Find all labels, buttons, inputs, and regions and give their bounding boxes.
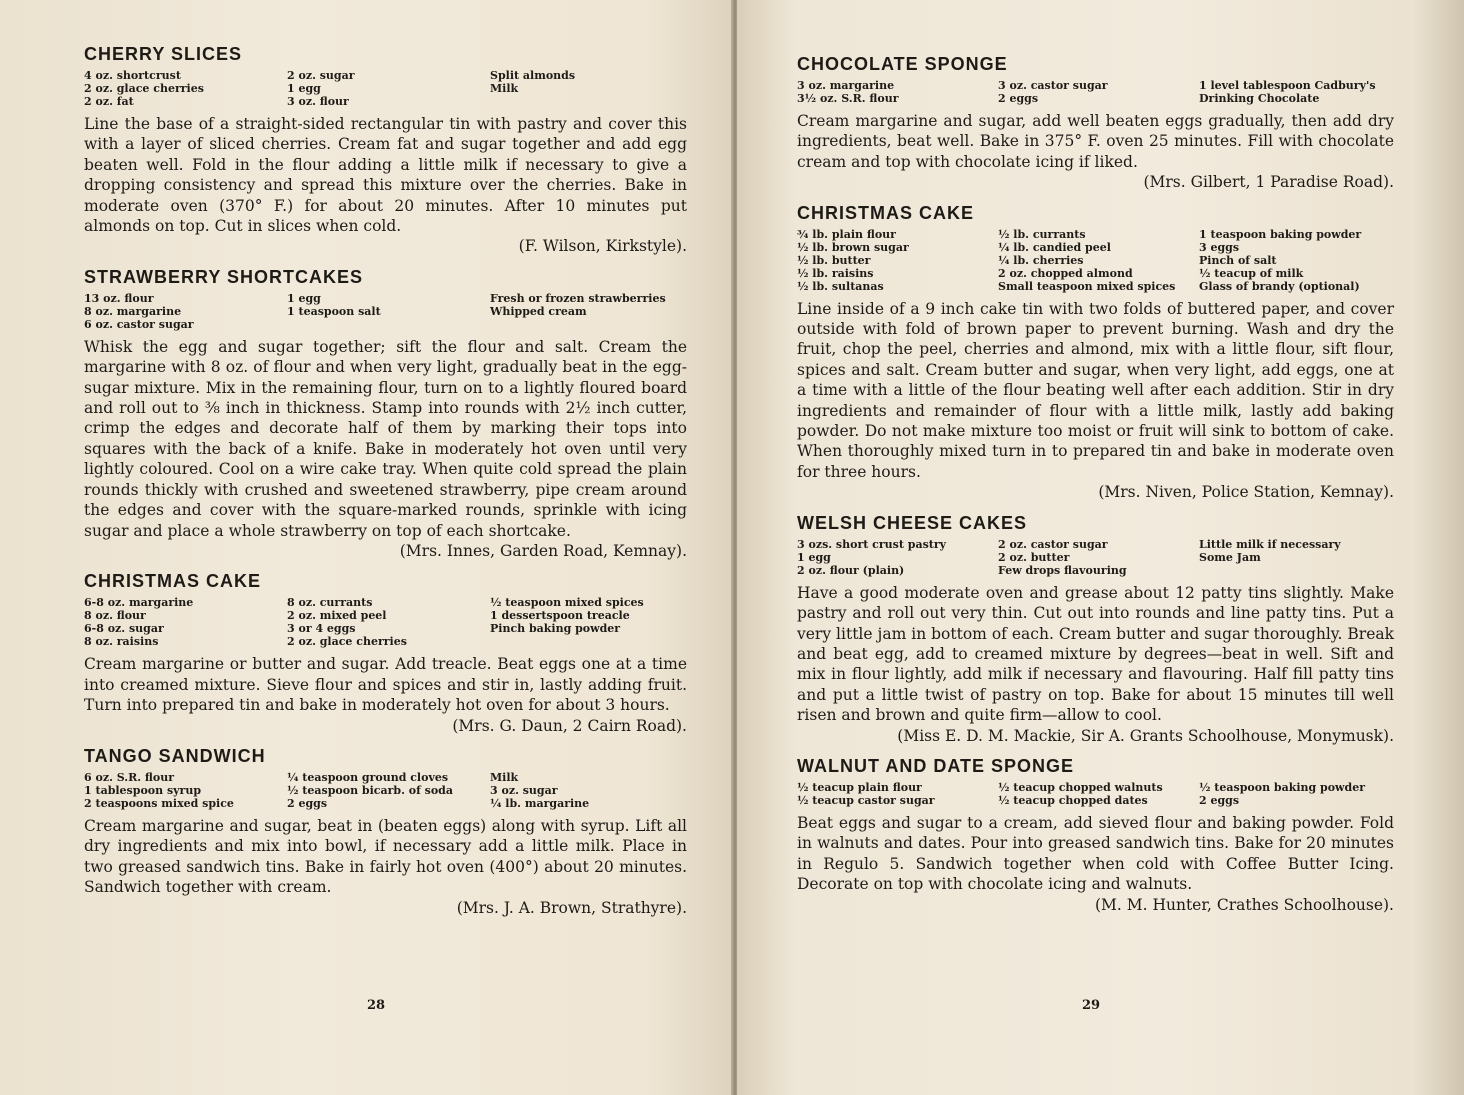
ingredient: 1 dessertspoon treacle: [490, 609, 630, 623]
ingredient: 1 level tablespoon Cadbury's: [1199, 79, 1376, 92]
recipe-method: Cream margarine and sugar, beat in (beaten eggs) along with syrup. Lift all dry ingredients and mix into bowl, if necessary add a little milk. Place in two greased sandwich tins. Bake in fairly hot oven (400°) about 20 minutes. Sandwich together with cream.: [84, 816, 687, 897]
ingredient: 2 oz. mixed peel: [287, 609, 387, 623]
ingredient: ½ teacup chopped dates: [998, 793, 1148, 807]
ingredient: ¼ teaspoon ground cloves: [287, 770, 449, 784]
ingredient-list: [797, 781, 1394, 807]
ingredient: 8 oz. margarine: [84, 304, 182, 318]
recipe-method: Cream margarine or butter and sugar. Add treacle. Beat eggs one at a time into creamed mixture. Sieve flour and spices and stir in, lastly adding fruit. Turn into prepared tin and bake in moderately hot oven for about 3 hours.: [84, 655, 687, 715]
ingredient: Few drops flavouring: [998, 563, 1127, 577]
recipe-credit: (Mrs. J. A. Brown, Strathyre).: [456, 898, 687, 917]
ingredient: ½ teacup castor sugar: [797, 793, 935, 807]
ingredient-list: [797, 79, 1394, 105]
ingredient: 2 oz. butter: [998, 550, 1070, 564]
ingredient: 3 oz. sugar: [490, 783, 558, 797]
ingredient: 6 oz. castor sugar: [84, 317, 194, 331]
recipe-method: Whisk the egg and sugar together; sift the flour and salt. Cream the margarine with 8 oz. of flour and when very light, gradually beat in the egg-sugar mixture. Mix in the remaining flour, turn on to a lightly floured board and roll out to ⅜ inch in thickness. Stamp into rounds with 2½ inch cutter, crimp the edges and decorate half of them by marking their tops into squares with the back of a knife. Bake in moderately hot oven until very lightly coloured. Cool on a wire cake tray. When quite cold spread the plain rounds thickly with crushed and sweetened strawberry, pipe cream around the edges and cover with the square-marked rounds, sprinkle with icing sugar and place a whole strawberry on top of each shortcake.: [84, 337, 687, 540]
ingredient: [490, 635, 687, 648]
page-number: 29: [1082, 998, 1101, 1013]
ingredient: 6 oz. S.R. flour: [84, 770, 175, 784]
page-number: 28: [367, 998, 386, 1013]
recipe-credit: (Mrs. Niven, Police Station, Kemnay).: [1098, 483, 1394, 502]
recipe-credit: (Mrs. Innes, Garden Road, Kemnay).: [399, 541, 687, 560]
recipe-method: Have a good moderate oven and grease about 12 patty tins slightly. Make pastry and roll out very thin. Cut out into rounds and line patty tins. Put a very little jam in bottom of each. Cream butter and sugar thoroughly. Break and beat egg, add to creamed mixture by degrees—beat in well. Sift and mix in flour lightly, add milk if necessary and flavouring. Half fill patty tins and put a little twist of pastry on top. Bake for about 15 minutes till well risen and brown and quite firm—allow to cool.: [797, 583, 1394, 725]
ingredient: 13 oz. flour: [84, 291, 154, 305]
recipe-title: TANGO SANDWICH: [84, 745, 266, 766]
ingredient: ¼ lb. margarine: [490, 796, 590, 810]
ingredient: Split almonds: [490, 69, 576, 82]
recipe-method: Beat eggs and sugar to a cream, add sieved flour and baking powder. Fold in walnuts and dates. Pour into greased sandwich tins. Bake for 20 minutes in Regulo 5. Sandwich together when cold with Coffee Butter Icing. Decorate on top with chocolate icing and walnuts.: [797, 813, 1394, 894]
ingredient: 2 oz. glace cherries: [84, 82, 204, 95]
ingredient: 1 teaspoon baking powder: [1199, 227, 1362, 241]
ingredient: 1 tablespoon syrup: [84, 783, 202, 797]
ingredient: [490, 95, 687, 108]
recipe-credit: (Mrs. G. Daun, 2 Cairn Road).: [452, 716, 687, 735]
recipe-credit: (Miss E. D. M. Mackie, Sir A. Grants Schoolhouse, Monymusk).: [897, 726, 1394, 745]
recipe: [84, 44, 687, 257]
ingredient: ½ lb. brown sugar: [797, 240, 909, 254]
ingredient: [287, 318, 484, 331]
ingredient: ½ lb. currants: [998, 227, 1086, 241]
ingredient: 1 egg: [287, 291, 321, 305]
recipe: [84, 571, 687, 736]
ingredient: Drinking Chocolate: [1199, 92, 1320, 105]
ingredient: ½ teacup plain flour: [797, 780, 922, 794]
recipe-method: Cream margarine and sugar, add well beaten eggs gradually, then add dry ingredients, beat well. Bake in 375° F. oven 25 minutes. Fill with chocolate cream and top with chocolate icing if liked.: [797, 112, 1394, 171]
ingredient: Whipped cream: [490, 304, 587, 318]
ingredient: ½ lb. sultanas: [797, 279, 884, 293]
ingredient: 2 eggs: [1199, 793, 1240, 807]
ingredient: 2 oz. fat: [84, 95, 134, 108]
ingredient: 6-8 oz. sugar: [84, 622, 164, 636]
ingredient: 8 oz. flour: [84, 609, 146, 623]
ingredient: ½ teaspoon mixed spices: [490, 596, 644, 610]
recipe-credit: (M. M. Hunter, Crathes Schoolhouse).: [1094, 895, 1394, 914]
ingredient: Milk: [490, 770, 519, 784]
recipe: [797, 203, 1394, 503]
ingredient: 3½ oz. S.R. flour: [797, 92, 899, 105]
ingredient: 2 oz. castor sugar: [998, 537, 1108, 551]
recipe-method: Line the base of a straight-sided rectangular tin with pastry and cover this with a layer of sliced cherries. Cream fat and sugar together and add egg beaten well. Fold in the flour adding a little milk if necessary to give a dropping consistency and spread this mixture over the cherries. Bake in moderate oven (370° F.) for about 20 minutes. After 10 minutes put almonds on top. Cut in slices when cold.: [84, 115, 687, 236]
ingredient: 2 oz. sugar: [287, 69, 355, 82]
recipe: [797, 54, 1394, 193]
ingredient: ½ teacup chopped walnuts: [998, 780, 1163, 794]
ingredient: ¾ lb. plain flour: [797, 227, 896, 241]
ingredient: Pinch baking powder: [490, 622, 621, 636]
ingredient: 2 oz. glace cherries: [287, 635, 407, 649]
ingredient: ½ teaspoon bicarb. of soda: [287, 783, 453, 797]
ingredient: 8 oz. raisins: [84, 635, 159, 649]
ingredient-list: [84, 292, 687, 331]
recipe-title: CHOCOLATE SPONGE: [797, 54, 1008, 74]
ingredient: 3 oz. flour: [287, 95, 349, 108]
left-recipe-list: [84, 44, 687, 918]
recipe-method: Line inside of a 9 inch cake tin with two folds of buttered paper, and cover outside with fold of brown paper to prevent burning. Wash and dry the fruit, chop the peel, cherries and almond, mix with a little flour, sift flour, spices and salt. Cream butter and sugar, when very light, add eggs, one at a time with a little of the flour beating well after each addition. Stir in dry ingredients and remainder of flour with a little milk, lastly add baking powder. Do not make mixture too moist or fruit will sink to bottom of cake. When thoroughly mixed turn in to prepared tin and bake in moderate oven for three hours.: [797, 299, 1394, 481]
recipe-title: WALNUT AND DATE SPONGE: [797, 755, 1074, 776]
ingredient: ¼ lb. candied peel: [998, 240, 1111, 254]
ingredient: [1199, 564, 1394, 577]
right-page: [737, 0, 1464, 1095]
ingredient: 8 oz. currants: [287, 596, 373, 610]
ingredient: 2 oz. chopped almond: [998, 266, 1133, 280]
recipe: [797, 756, 1394, 915]
ingredient: ¼ lb. cherries: [998, 253, 1084, 267]
recipe-title: CHRISTMAS CAKE: [797, 202, 975, 223]
ingredient: 6-8 oz. margarine: [84, 596, 194, 610]
recipe-title: STRAWBERRY SHORTCAKES: [84, 266, 364, 287]
ingredient: 3 ozs. short crust pastry: [797, 537, 947, 551]
recipe: [797, 513, 1394, 746]
ingredient: ½ lb. raisins: [797, 266, 874, 280]
ingredient: ½ teaspoon baking powder: [1199, 780, 1366, 794]
recipe-credit: (F. Wilson, Kirkstyle).: [518, 237, 687, 256]
ingredient: 1 egg: [287, 82, 321, 95]
recipe: [84, 267, 687, 561]
ingredient: ½ teacup of milk: [1199, 266, 1304, 280]
right-recipe-list: [797, 54, 1394, 915]
ingredient: 1 egg: [797, 550, 831, 564]
recipe-title: CHRISTMAS CAKE: [84, 571, 262, 592]
ingredient: 3 oz. margarine: [797, 79, 895, 92]
ingredient-list: [84, 69, 687, 108]
ingredient: ½ lb. butter: [797, 253, 871, 267]
ingredient: Milk: [490, 82, 519, 95]
ingredient: 2 eggs: [287, 796, 328, 810]
ingredient: 3 oz. castor sugar: [998, 79, 1108, 92]
recipe: [84, 746, 687, 918]
ingredient: Small teaspoon mixed spices: [998, 279, 1176, 293]
ingredient: 3 or 4 eggs: [287, 622, 356, 636]
ingredient: Pinch of salt: [1199, 253, 1277, 267]
ingredient: Little milk if necessary: [1199, 537, 1341, 551]
ingredient: [490, 318, 687, 331]
recipe-credit: (Mrs. Gilbert, 1 Paradise Road).: [1143, 173, 1394, 192]
ingredient-list: [797, 228, 1394, 293]
ingredient-list: [797, 538, 1394, 577]
ingredient: Fresh or frozen strawberries: [490, 291, 666, 305]
ingredient: 4 oz. shortcrust: [84, 69, 181, 82]
ingredient-list: [84, 771, 687, 810]
ingredient: 2 eggs: [998, 92, 1039, 105]
recipe-title: WELSH CHEESE CAKES: [797, 512, 1028, 533]
ingredient: 2 teaspoons mixed spice: [84, 796, 234, 810]
ingredient: Some Jam: [1199, 550, 1261, 564]
ingredient-list: [84, 596, 687, 648]
recipe-title: CHERRY SLICES: [84, 44, 243, 64]
ingredient: 3 eggs: [1199, 240, 1240, 254]
ingredient: 1 teaspoon salt: [287, 304, 381, 318]
ingredient: Glass of brandy (optional): [1199, 279, 1360, 293]
ingredient: 2 oz. flour (plain): [797, 563, 905, 577]
